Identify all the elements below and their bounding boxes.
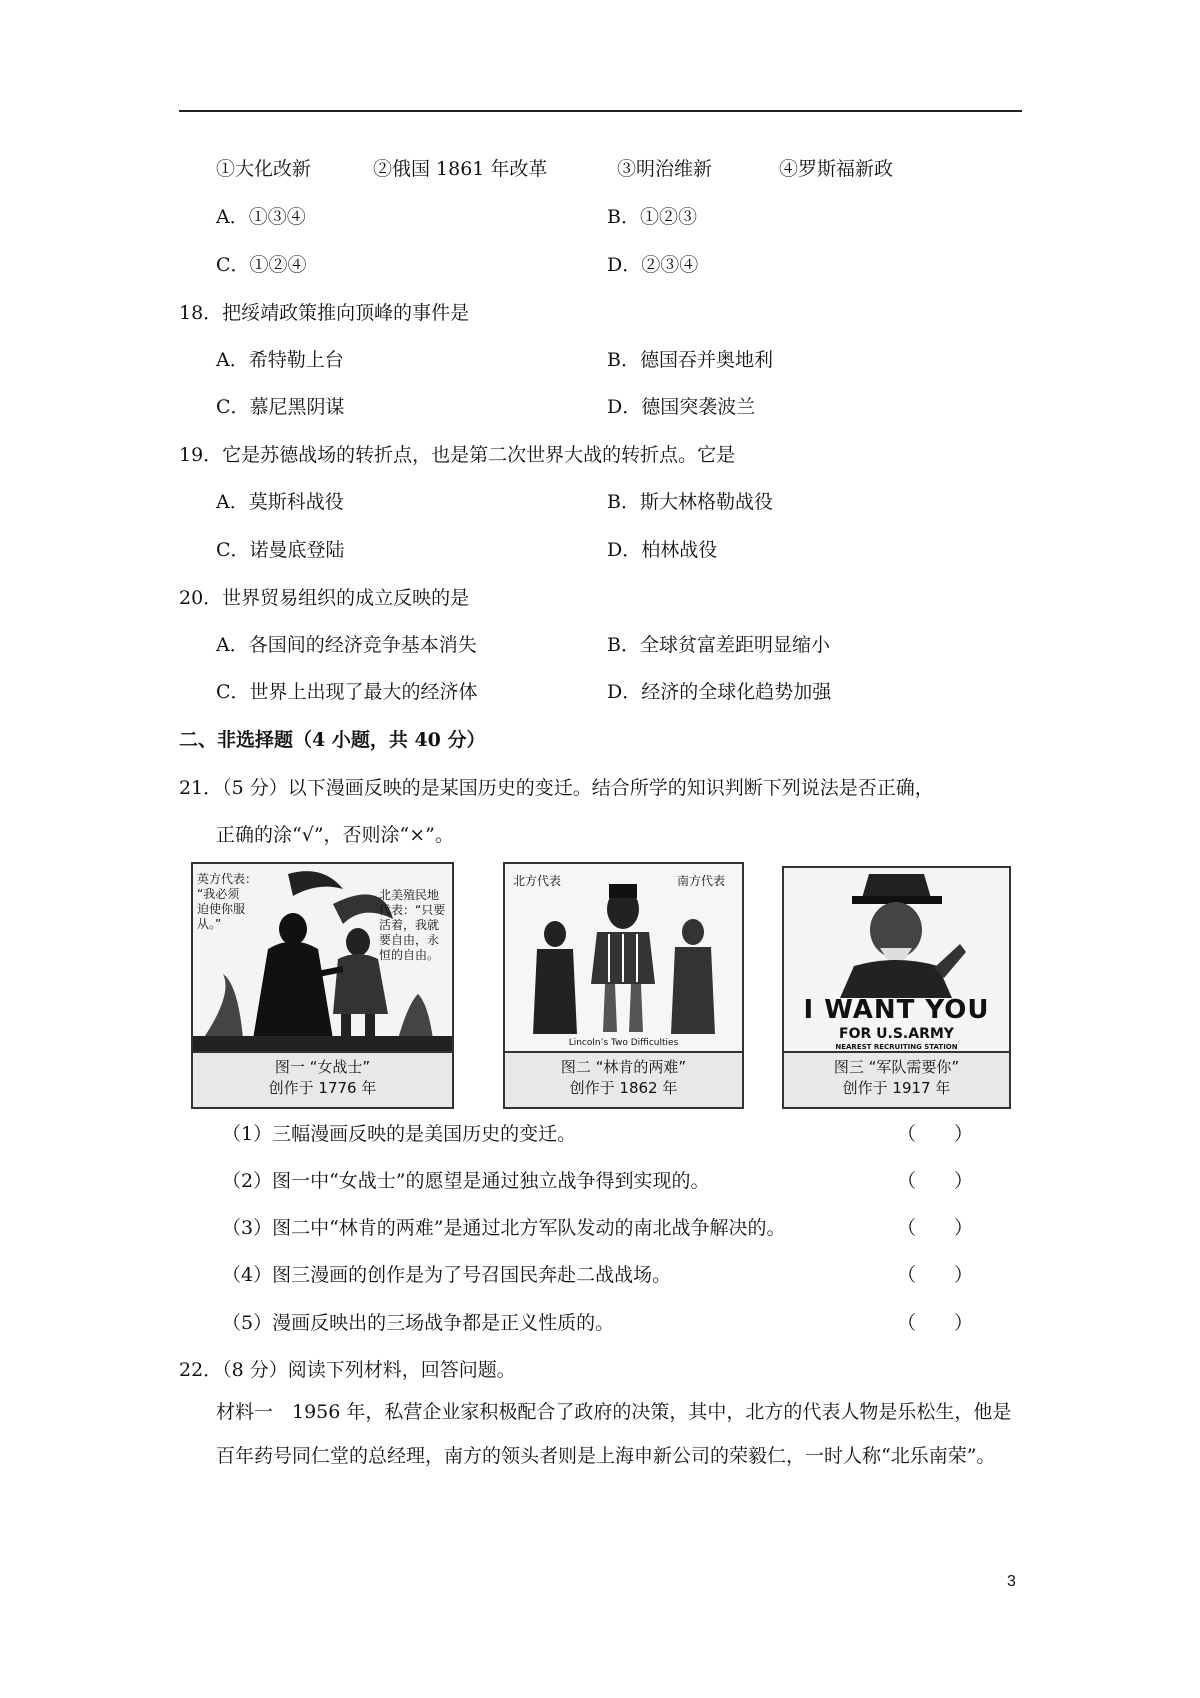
q17-option-b: B．①②③ bbox=[607, 206, 697, 228]
figure-2-caption-date: 创作于 1862 年 bbox=[569, 1079, 678, 1097]
figure-2-label-south: 南方代表 bbox=[677, 874, 726, 888]
q21-answer-box-2[interactable]: （ ） bbox=[897, 1170, 974, 1192]
q19-option-d: D．柏林战役 bbox=[607, 539, 718, 561]
q17-item-2: ②俄国 1861 年改革 bbox=[373, 158, 548, 180]
q21-answer-box-4[interactable]: （ ） bbox=[897, 1264, 974, 1286]
q22-stem: 22．（8 分）阅读下列材料，回答问题。 bbox=[179, 1359, 516, 1381]
figure-3-poster bbox=[782, 866, 1011, 1109]
q18-option-a: A．希特勒上台 bbox=[216, 349, 344, 371]
figure-3-caption-date: 创作于 1917 年 bbox=[842, 1079, 951, 1097]
figure-3-poster-headline: I WANT YOU bbox=[803, 995, 990, 1025]
figure-1-speech-left: 英方代表： “我必须 迫使你服 从。” bbox=[197, 872, 258, 931]
q18-option-d: D．德国突袭波兰 bbox=[607, 396, 756, 418]
q20-stem: 20．世界贸易组织的成立反映的是 bbox=[179, 587, 470, 609]
q18-stem: 18．把绥靖政策推向顶峰的事件是 bbox=[179, 302, 470, 324]
figure-2-label-north: 北方代表 bbox=[513, 874, 562, 888]
figure-1-caption-title: 图一 “女战士” bbox=[274, 1058, 371, 1076]
figure-3-poster-subhead: FOR U.S.ARMY bbox=[839, 1026, 954, 1042]
q17-item-4: ④罗斯福新政 bbox=[779, 158, 894, 180]
q22-material-1: 材料一 1956 年，私营企业家积极配合了政府的决策，其中，北方的代表人物是乐松生，他是百年药号同仁堂的总经理，南方的领头者则是上海申新公司的荣毅仁，一时人称“北乐南荣”。 bbox=[216, 1401, 1012, 1467]
figure-3-caption bbox=[784, 1051, 1009, 1107]
q20-option-d: D．经济的全球化趋势加强 bbox=[607, 681, 832, 703]
q20-option-b: B．全球贫富差距明显缩小 bbox=[607, 634, 830, 656]
q21-statement-5: （5）漫画反映出的三场战争都是正义性质的。 bbox=[222, 1312, 615, 1334]
figure-1-caption bbox=[193, 1051, 452, 1107]
figure-3-poster-footer: NEAREST RECRUITING STATION bbox=[835, 1043, 958, 1051]
q21-statement-2: （2）图一中“女战士”的愿望是通过独立战争得到实现的。 bbox=[222, 1170, 710, 1192]
q19-option-a: A．莫斯科战役 bbox=[216, 491, 344, 513]
q17-option-d: D．②③④ bbox=[607, 254, 699, 276]
q21-answer-box-5[interactable]: （ ） bbox=[897, 1312, 974, 1334]
q19-option-c: C．诺曼底登陆 bbox=[216, 539, 345, 561]
q19-option-b: B．斯大林格勒战役 bbox=[607, 491, 773, 513]
q21-statement-4: （4）图三漫画的创作是为了号召国民奔赴二战战场。 bbox=[222, 1264, 672, 1286]
q21-answer-box-3[interactable]: （ ） bbox=[897, 1217, 974, 1239]
page-number: 3 bbox=[1007, 1573, 1016, 1590]
figure-2-cartoon bbox=[503, 862, 744, 1109]
figure-2-caption-title: 图二 “林肯的两难” bbox=[560, 1058, 687, 1076]
header-rule bbox=[179, 110, 1022, 112]
q21-stem-line1: 21．（5 分）以下漫画反映的是某国历史的变迁。结合所学的知识判断下列说法是否正确， bbox=[179, 777, 934, 799]
q18-option-b: B．德国吞并奥地利 bbox=[607, 349, 773, 371]
figure-1-caption-date: 创作于 1776 年 bbox=[268, 1079, 377, 1097]
q17-item-3: ③明治维新 bbox=[617, 158, 713, 180]
figure-2-illustration bbox=[505, 864, 742, 1054]
q21-answer-box-1[interactable]: （ ） bbox=[897, 1123, 974, 1145]
figure-3-caption-title: 图三 “军队需要你” bbox=[833, 1058, 960, 1076]
q19-stem: 19．它是苏德战场的转折点，也是第二次世界大战的转折点。它是 bbox=[179, 444, 736, 466]
figure-2-caption bbox=[505, 1051, 742, 1107]
q21-statement-3: （3）图二中“林肯的两难”是通过北方军队发动的南北战争解决的。 bbox=[222, 1217, 786, 1239]
q18-option-c: C．慕尼黑阴谋 bbox=[216, 396, 345, 418]
q17-option-a: A．①③④ bbox=[216, 206, 306, 228]
q21-stem-line2: 正确的涂“√”，否则涂“×”。 bbox=[216, 824, 454, 846]
section-heading: 二、非选择题（4 小题，共 40 分） bbox=[179, 729, 486, 751]
q17-item-1: ①大化改新 bbox=[216, 158, 312, 180]
q20-option-a: A．各国间的经济竞争基本消失 bbox=[216, 634, 477, 656]
q21-statement-1: （1）三幅漫画反映的是美国历史的变迁。 bbox=[222, 1123, 577, 1145]
q20-option-c: C．世界上出现了最大的经济体 bbox=[216, 681, 478, 703]
figure-1-speech-right: 北美殖民地 代表：“只要 活着，我就 要自由，永 恒的自由。 bbox=[379, 888, 446, 962]
q17-option-c: C．①②④ bbox=[216, 254, 307, 276]
figure-1-cartoon bbox=[191, 862, 454, 1109]
figure-2-inner-caption: Lincoln’s Two Difficulties bbox=[568, 1038, 679, 1048]
